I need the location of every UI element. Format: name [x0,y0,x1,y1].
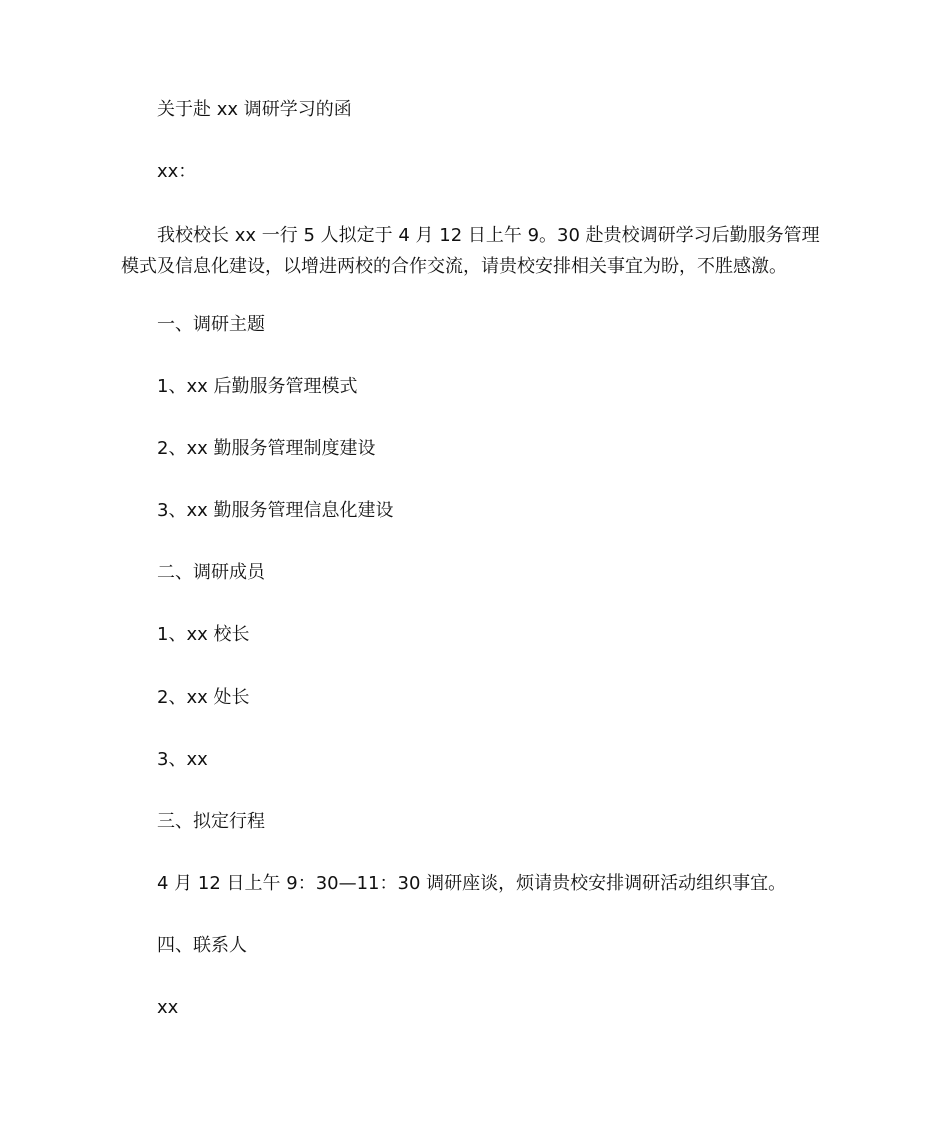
member-item-3: 3、xx [157,749,208,770]
member-item-1: 1、xx 校长 [157,624,250,645]
section-heading-members: 二、调研成员 [157,562,265,583]
contact-name: xx [157,997,179,1018]
section-heading-topics: 一、调研主题 [157,314,265,335]
body-paragraph: 我校校长 xx 一行 5 人拟定于 4 月 12 日上午 9。30 赴贵校调研学习后勤服务管理模式及信息化建设，以增进两校的合作交流，请贵校安排相关事宜为盼，不胜感激。 [121,225,820,277]
section-heading-schedule: 三、拟定行程 [157,811,265,832]
topic-item-2: 2、xx 勤服务管理制度建设 [157,438,376,459]
section-heading-contact: 四、联系人 [157,935,247,956]
schedule-text: 4 月 12 日上午 9：30—11：30 调研座谈，烦请贵校安排调研活动组织事宜。 [157,873,787,894]
topic-item-3: 3、xx 勤服务管理信息化建设 [157,500,394,521]
document-title: 关于赴 xx 调研学习的函 [157,99,352,120]
salutation: xx： [157,161,197,182]
member-item-2: 2、xx 处长 [157,687,250,708]
topic-item-1: 1、xx 后勤服务管理模式 [157,376,358,397]
